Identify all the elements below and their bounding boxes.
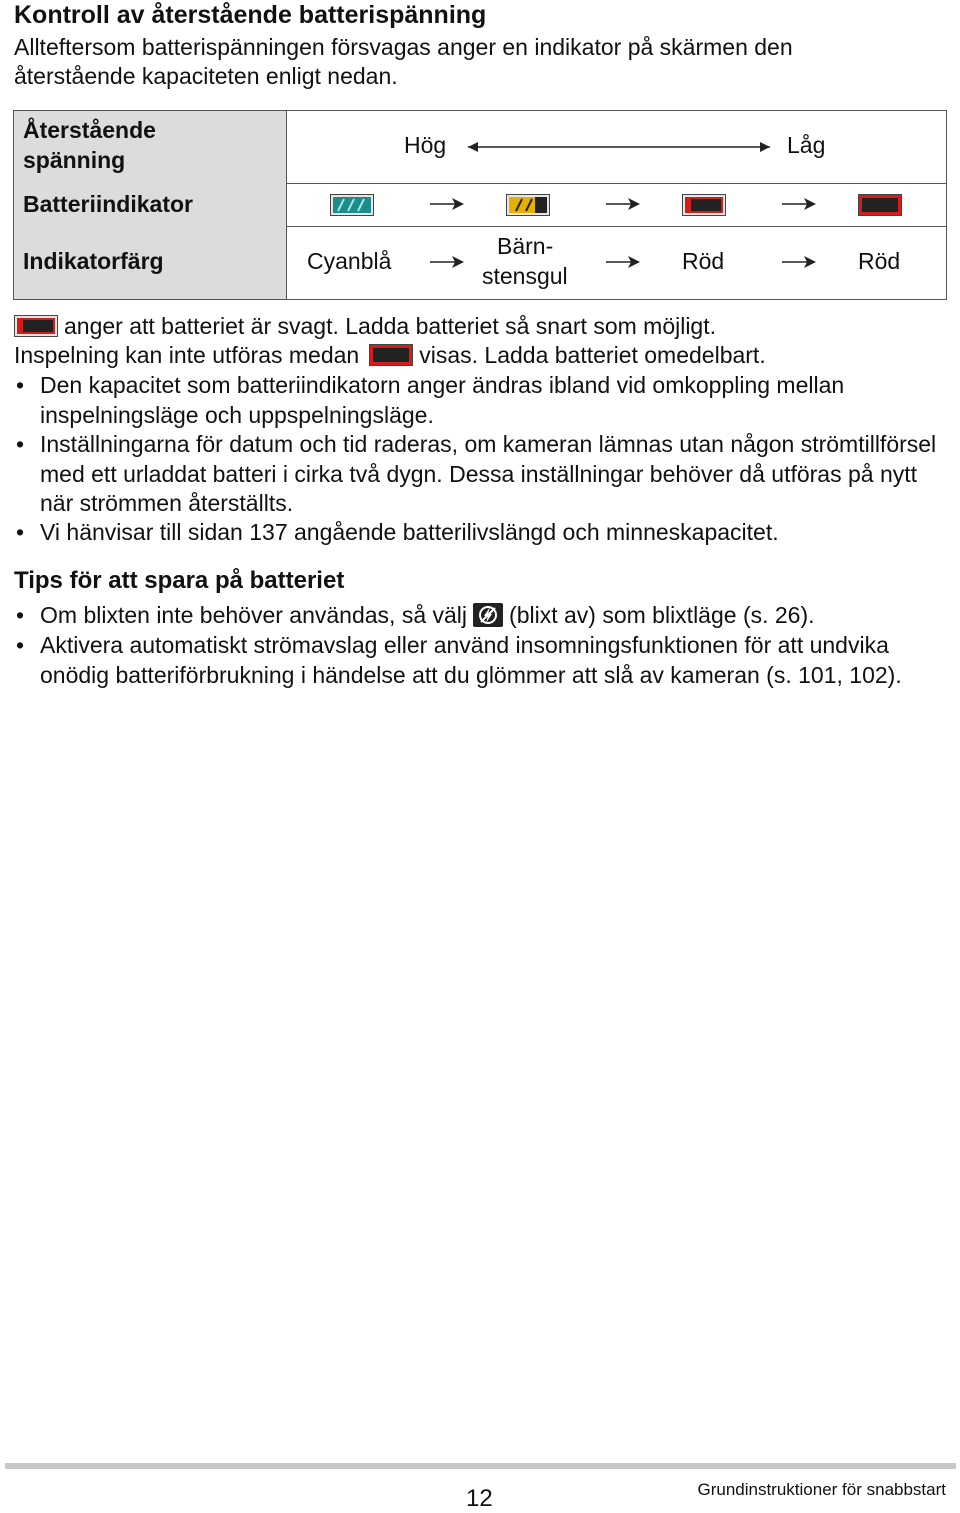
battery-low-icon	[14, 315, 58, 337]
list-item	[14, 371, 944, 431]
battery-empty-icon	[369, 344, 413, 366]
flash-off-icon	[473, 603, 503, 627]
row-header-indicator-text: Batteriindikator	[23, 191, 193, 217]
table-row-indicator	[14, 183, 946, 227]
arrow-right-icon	[782, 255, 816, 269]
intro-paragraph: Allteftersom batterispänningen försvagas anger en indikator på skärmen den återstående kapaciteten enligt nedan.	[14, 34, 793, 89]
low-battery-paragraph	[14, 312, 716, 341]
list-item	[14, 631, 944, 721]
bullet-text	[40, 601, 940, 631]
row-header-voltage-line1: Återstående	[23, 117, 156, 143]
bullet-text: Inställningarna för datum och tid raderas, om kameran lämnas utan någon strömtillförsel med ett urladdat batteri i cirka två dygn. Dessa inställningar behöver då utföras på nytt när strömmen återställts.	[40, 431, 937, 516]
page-title: Kontroll av återstående batterispänning	[14, 1, 487, 29]
footer-title: Grundinstruktioner för snabbstart	[697, 1480, 946, 1499]
bullet-marker: •	[16, 519, 25, 545]
arrow-right-icon	[430, 255, 464, 269]
list-item	[14, 430, 944, 520]
bullet-text: Den kapacitet som batteriindikatorn anger ändras ibland vid omkoppling mellan inspelningsläge och uppspelningsläge.	[40, 372, 845, 428]
bullet-marker: •	[16, 431, 25, 457]
flash-tip-text-b: (blixt av) som blixtläge (s. 26).	[509, 602, 815, 628]
flash-tip-text-a: Om blixten inte behöver användas, så välj	[40, 602, 468, 628]
list-item	[14, 518, 944, 548]
row-header-color-text: Indikatorfärg	[23, 248, 164, 274]
double-arrow-icon	[464, 139, 774, 155]
bullet-marker: •	[16, 602, 25, 628]
low-battery-text: anger att batteriet är svagt. Ladda batteriet så snart som möjligt.	[64, 313, 717, 339]
page-number: 12	[466, 1485, 493, 1512]
bullet-marker: •	[16, 632, 25, 658]
list-item	[14, 601, 944, 631]
empty-battery-text-a: Inspelning kan inte utföras medan	[14, 342, 360, 368]
bullet-text: Aktivera automatiskt strömavslag eller använd insomningsfunktionen för att undvika onödig batteriförbrukning i händelse att du glömmer att slå av kameran (s. 101, 102).	[40, 632, 902, 688]
battery-empty-icon	[858, 194, 902, 216]
bullet-marker: •	[16, 372, 25, 398]
arrow-right-icon	[782, 197, 816, 211]
color-amber-label-line2: stensgul	[482, 263, 568, 289]
empty-battery-text-b: visas. Ladda batteriet omedelbart.	[419, 342, 766, 368]
row-header-color	[14, 226, 287, 299]
row-header-indicator	[14, 183, 287, 226]
color-red-label: Röd	[682, 248, 725, 274]
footer-divider	[5, 1463, 956, 1469]
voltage-low-label: Låg	[787, 132, 826, 158]
voltage-high-label: Hög	[404, 132, 447, 158]
bullet-text: Vi hänvisar till sidan 137 angående batterilivslängd och minneskapacitet.	[40, 519, 779, 545]
row-header-voltage	[14, 111, 287, 183]
color-cyan-label: Cyanblå	[307, 248, 392, 274]
battery-table	[13, 110, 947, 300]
battery-medium-icon	[506, 194, 550, 216]
empty-battery-paragraph	[14, 341, 766, 370]
color-amber-label-line1: Bärn-	[497, 233, 554, 259]
row-header-voltage-line2: spänning	[23, 147, 126, 173]
arrow-right-icon	[430, 197, 464, 211]
table-row-color	[14, 226, 946, 299]
color-red-label-2: Röd	[858, 248, 901, 274]
battery-full-icon	[330, 194, 374, 216]
arrow-right-icon	[606, 255, 640, 269]
arrow-right-icon	[606, 197, 640, 211]
table-row-voltage	[14, 111, 946, 184]
section-title: Tips för att spara på batteriet	[14, 567, 345, 594]
battery-low-icon	[682, 194, 726, 216]
